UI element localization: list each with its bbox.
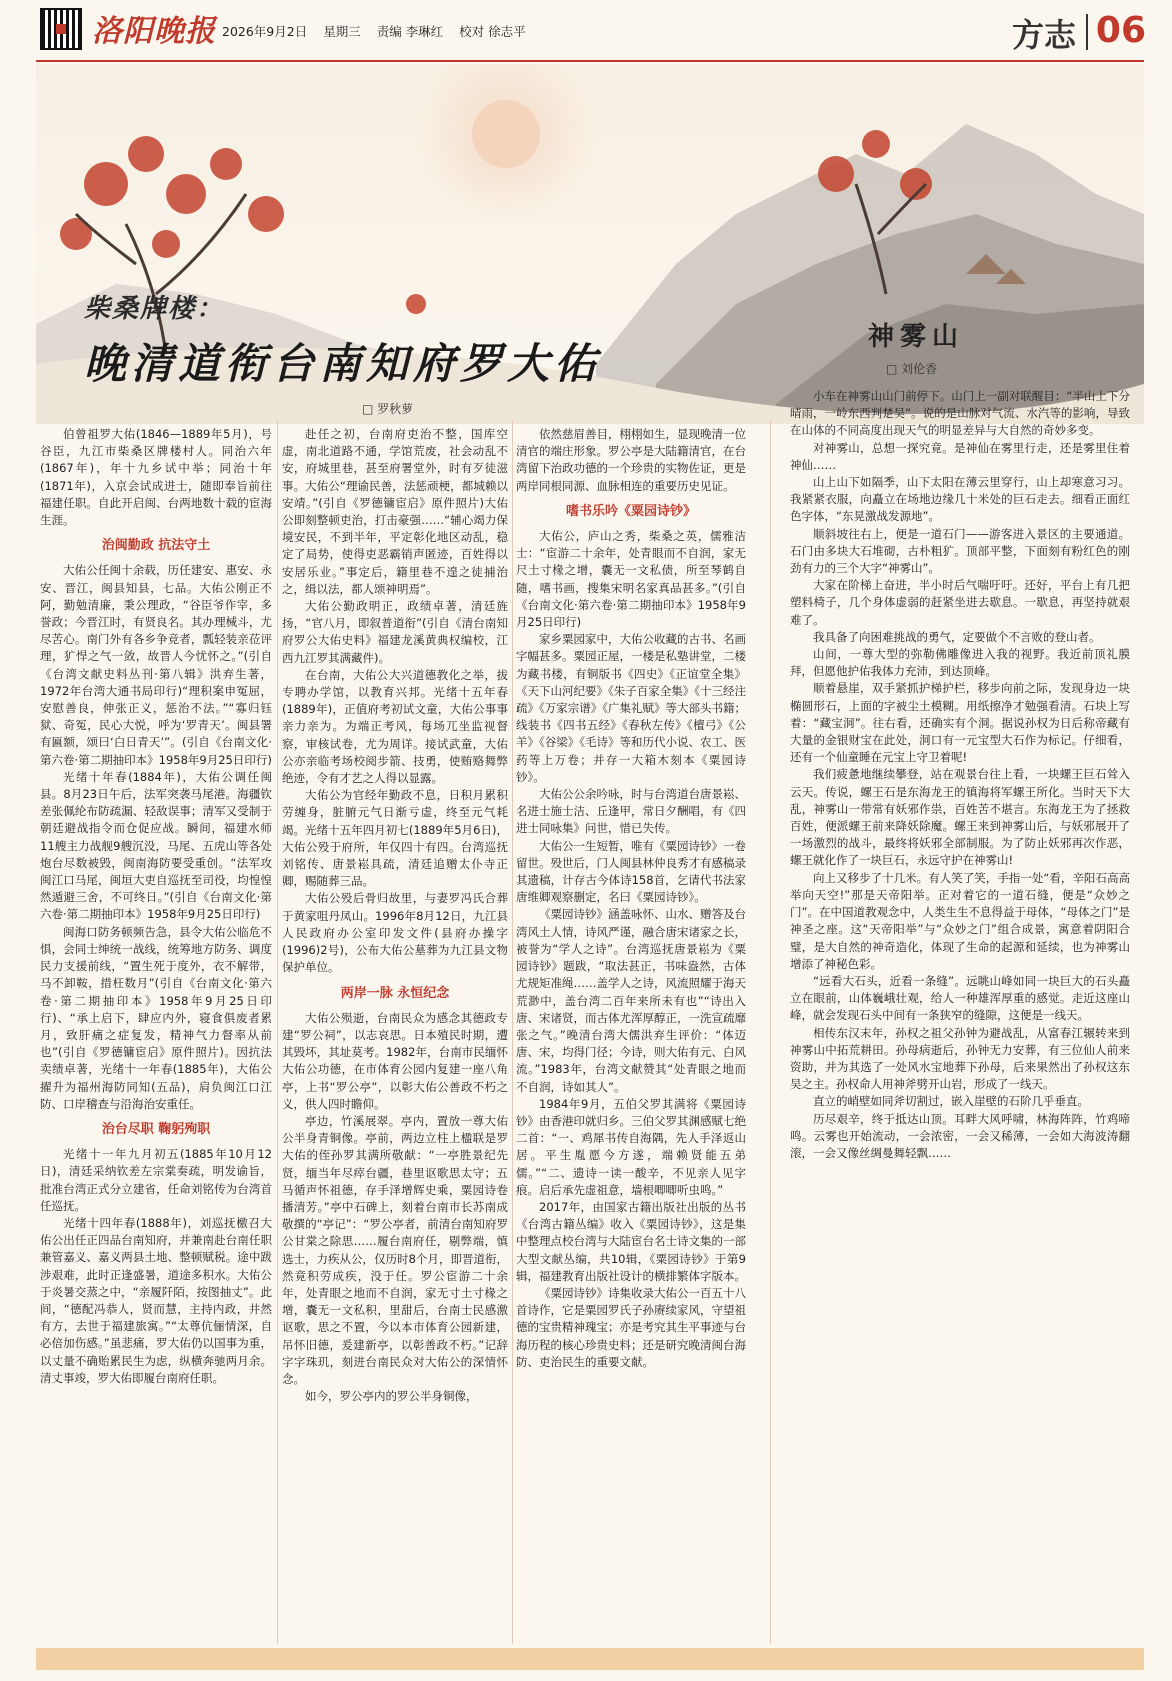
prose-title: 神雾山 xyxy=(868,322,965,352)
proof-credit: 校对 徐志平 xyxy=(459,24,526,39)
issue-meta xyxy=(222,22,538,40)
page-number: 06 xyxy=(1095,10,1146,51)
article-paragraph: 亭边，竹溪展翠。亭内，置放一尊大佑公半身青铜像。亭前，两边立柱上楹联是罗大佑的侄孙罗其满所敬献：“一亭胜景纪先贤，缅当年尽瘁台疆，巷里讴歌思太守；五马循声怀祖德，存手泽增辉史乘，粟园诗卷播清芳。”亭中石碑上，刻着台南市长苏南成敬撰的“亭记”：“罗公亭者，前清台南知府罗公甘棠之除思……履台南府任，剔弊端，慎选士，力疾从公，仅历时8个月，即晋道衔，然竟积劳成疾，没于任。罗公宦游二十余年，处青眼之地而不自润，家无寸土寸椽之增，囊无一文私积，里甜后，台南士民感激讴歌，思之不置，今以本市体育公园新建，吊怀旧德，爰建新亭，以彰善政不朽。”记辞字字珠玑，刻进台南民众对大佑公的深情怀念。 xyxy=(282,1113,508,1386)
article-paragraph: 大佑公殒逝，台南民众为感念其德政专建“罗公祠”，以志哀思。日本殖民时期，遭其毁坏，其址莫考。1982年，台南市民缅怀大佑公功德，在市体育公园内复建一座八角亭，上书“罗公亭”，以彰大佑公善政不朽之义，供人四时瞻仰。 xyxy=(282,1010,508,1111)
article-paragraph: 大佑公，庐山之秀，柴桑之英，儒雅洁士：“宦游二十余年，处青眼而不自润，家无尺土寸椽之增，囊无一文私债，所至琴鹤自随，嗜书画，搜集宋明名家真品甚多。”(引自《台南文化·第六卷·第二期抽印本》1958年9月25日印行) xyxy=(516,529,746,630)
newspaper-logo: 洛阳晚报 xyxy=(92,14,216,49)
section-heading: 治台尽职 鞠躬殉职 xyxy=(101,1121,211,1137)
section-heading: 治闽勤政 抗法守土 xyxy=(101,538,211,554)
prose-paragraph: 向上又移步了十几米。有人笑了笑，手指一处“看，辛阳石高高举向天空!”那是天帝阳举。正对着它的一道石缝，便是“众妙之门”。在中国道教观念中，人类生生不息得益于母体，“母体之门”是神圣之座。这“天帝阳举”与“众妙之门”组合成景，寓意着阴阳合璧，是大自然的神奇造化，体现了生命的起源和延续，也为神雾山增添了神秘色彩。 xyxy=(790,870,1130,971)
article-paragraph: 赴任之初，台南府吏治不整，国库空虚，南北道路不通，学馆荒废，社会动乱不安，府城里巷，甚至府署堂外，时有歹徒滋事。大佑公“理谕民善，法惩顽梗，都城赖以安靖。”(引自《罗德镛宦启》原件照片)大佑公即刻整顿吏治，打击豪强……“辅心竭力保境安民，不到半年，平定彰化地区动乱，稳定了局势，使得吏恶霸销声匿迹，百姓得以安居乐业。”事定后，籍里巷不遑之徒捕治之，缉以法，都人颂神明焉”。 xyxy=(282,427,508,596)
headline-block xyxy=(84,288,601,391)
column-divider xyxy=(512,420,513,1644)
article-paragraph: 1984年9月，五伯父罗其满将《粟园诗钞》由香港印就归乡。三伯父罗其渊感赋七绝二首：“一、鸡犀书传自海隅，先人手泽返山居。平生胤愿今方遂，端赖贤能五弟儒。”“二、遗诗一读一酸辛，不见亲人见字痕。启后承先虚祖意，墙根唧唧听虫鸣。” xyxy=(516,1096,746,1197)
prose-paragraph: 我们疲惫地继续攀登，站在观景台往上看，一块螺王巨石耸入云天。传说，螺王石是东海龙王的镇海将军螺王所化。当时天下大乱，神雾山一带常有妖邪作祟，百姓苦不堪言。东海龙王为了拯救百姓，便派螺王前来降妖除魔。螺王来到神雾山后，与妖邪展开了一场激烈的战斗，最终将妖邪全部制服。为了防止妖邪再次作恶，螺王就化作了一块巨石，永远守护在神雾山! xyxy=(790,767,1130,868)
prose-paragraph: 大家在阶梯上奋进，半小时后气喘吁吁。还好，平台上有几把塑料椅子，几个身体虚弱的赶紧坐进去歇息。一歇息，再坚持就艰难了。 xyxy=(790,578,1130,627)
article-paragraph: 《粟园诗钞》涵盖咏怀、山水、赠答及台湾风土人情，诗风严谨，融合唐宋诸家之长，被誉为“学人之诗”。台湾巡抚唐景崧为《粟园诗钞》题跋，“取法甚正，书味盎然，古体尤规矩准绳……盖学人之诗，风流照耀于海天荒渺中，盖台湾二百年来所未有也”“诗出入唐、宋诸贤，而古体尤浑厚醇正，一洗宣疏靡张之气。”晚清台湾大儒洪弃生评价：“体迈唐、宋，均得门径；今诗，则大佑有元、白风流。”1983年，台湾文献赞其“处青眼之地而不自润，诗如其人”。 xyxy=(516,907,746,1094)
article-title: 晚清道衔台南知府罗大佑 xyxy=(84,339,602,388)
prose-paragraph: 山间，一尊大型的弥勒佛雕像进入我的视野。我近前顶礼膜拜，但愿他护佑我体力充沛，到达顶峰。 xyxy=(790,647,1130,679)
section-name: 方志 xyxy=(1011,16,1076,54)
prose-paragraph: 相传东汉末年，孙权之祖父孙钟为避战乱，从富春江辗转来到神雾山中拓荒耕田。孙母病逝后，孙钟无力安葬，有三位仙人前来资助，并为其选了一处风水宝地葬下孙母，后来果然出了孙权这东吴之主。孙权命人用神斧劈开山岩，形成了一线天。 xyxy=(790,1025,1130,1092)
prose-paragraph: 顺着悬崖，双手紧抓护梯护栏，移步向前之际，发现身边一块椭圆形石，上面的字被尘土模糊。用纸擦净才勉强看清。石块上写着：“藏宝洞”。往右看，还确实有个洞。据说孙权为日后称帝藏有大量的金银财宝在此处，洞口有一元宝型大石作为标记。仔细看，还有一个仙童睡在元宝上守卫着呢! xyxy=(790,681,1130,765)
article-paragraph: 大佑公殁后骨归故里，与妻罗冯氏合葬于黄家咀丹凤山。1996年8月12日，九江县人民政府办公室印发文件(县府办操字(1996)2号)，公布大佑公墓葬为九江县文物保护单位。 xyxy=(282,891,508,975)
section-heading: 嗜书乐吟《粟园诗钞》 xyxy=(565,503,696,519)
article-paragraph: 伯曾祖罗大佑(1846—1889年5月)，号谷臣，九江市柴桑区牌楼村人。同治六年(1867年)，年十九乡试中举；同治十年(1871年)，入京会试成进士，随即奉旨前往福建任职。自此开启闽、台两地数十载的宦海生涯。 xyxy=(40,427,272,528)
article-column-3 xyxy=(516,426,746,1646)
article-paragraph: 光绪十一年九月初五(1885年10月12日)，清廷采纳钦差左宗棠奏疏，明发谕旨，批准台湾正式分立建省，任命刘铭传为台湾首任巡抚。 xyxy=(40,1147,272,1213)
issue-date: 2026年9月2日 xyxy=(222,24,308,39)
article-column-1 xyxy=(40,426,272,1646)
article-byline: □ 罗秋萝 xyxy=(362,402,414,416)
qr-code-icon xyxy=(40,8,82,50)
article-paragraph: 光绪十四年春(1888年)，刘巡抚檄召大佑公出任正四品台南知府，并兼南赴台南任职兼管嘉义、嘉义两县土地、整顿赋税。途中跋涉艰难，此时正逢盛暑，道途多积水。大佑公于炎暑交蒸之中，“亲履阡陌，按图抽丈”。此间，“德配冯恭人，贤而慧，主持内政，井然有方，去世于福建旅寓。”“太尊伉俪情深，自必倍加伤感。”虽悲痛，罗大佑仍以国事为重，以丈量不确贻累民生为虑，纵横奔驰两月余。清丈事竣，罗大佑即履台南府任职。 xyxy=(40,1215,272,1385)
article-paragraph: 光绪十年春(1884年)，大佑公调任闽县。8月23日午后，法军突袭马尾港。海疆钦差张佩纶布防疏漏、轻敌误事；清军又受制于朝廷避战指令而仓促应战。瞬间，福建水师11艘主力战舰9艘沉没，马尾、五虎山等各处炮台尽数被毁，闽南海防要受重创。“法军攻闽江口马尾，闽垣大吏自巡抚至司役，均惶惶然遁避三舍，不可终日。”(引自《台南文化·第六卷·第二期抽印本》1958年9月25日印行) xyxy=(40,769,272,922)
column-divider xyxy=(770,420,771,1644)
masthead xyxy=(0,0,1172,62)
prose-author: □ 刘伦香 xyxy=(886,362,938,376)
article-paragraph: 大佑公一生短暂，唯有《粟园诗钞》一卷留世。殁世后，门人闽县林仲良秀才有感稿录其遗稿，计存古今体诗158首，乞请代书法家唐维卿观察删定，名曰《粟园诗钞》。 xyxy=(516,838,746,905)
article-paragraph: 大佑公任闽十余载，历任建安、惠安、永安、晋江，闽县知县，七品。大佑公刚正不阿，勤勉清廉，秉公理政，“谷臣爷作宰，多誉政；今晋江时，有贤良名。其办理械斗，尤尽苦心。南门外有各乡争竞者，瓢轻装亲莅评理，犷悍之气一敛，故晋人今忧怀之。”(引自《台湾文献史料丛刊·第八辑》洪弃生著，1972年台湾大通书局印行)“理积案申冤屈，安慰善良，伸张正义，惩治不法。”“寡归钰狱、奇冤，民心大悦，呼为‘罗青天’。闽县署有匾额，颂曰‘白日青天’”。(引自《台南文化·第六卷·第二期抽印本》1958年9月25日印行) xyxy=(40,563,272,767)
prose-paragraph: 小车在神雾山山门前停下。山门上一副对联醒目：“半山上下分晴雨，一岭东西判楚吴”。说的是山脉对气流、水汽等的影响，导致在山体的不同高度出现天气的明显差异与大自然的奇妙多变。 xyxy=(790,389,1130,438)
editor-credit: 责编 李琳红 xyxy=(376,24,444,39)
article-paragraph: 大佑公公余吟咏，时与台湾道台唐景崧、名进士施士洁、丘逢甲，常日夕酬唱，有《四进士同咏集》问世，惜已失传。 xyxy=(516,787,746,836)
article-paragraph: 闽海口防务顿频告急，县令大佑公临危不惧，会同士绅统一战线，统筹地方防务、调度民力支援前线，“置生死于度外，衣不解带，马不卸鞍，措枉数月”(引自《台南文化·第六卷·第二期抽印本》1958年9月25日印行)、“承上启下，肆应内外，寝食俱废者累月，致肝痛之症复发，精神气力督率从前也”(引自《罗德镛宦启》原件照片)。因抗法卖绩卓著，光绪十一年春(1885年)，大佑公擢升为福州海防同知(五品)，肩负闽江口江防、口岸稽查与沿海治安重任。 xyxy=(40,924,272,1111)
prose-paragraph: 我具备了向困难挑战的勇气，定要做个不言败的登山者。 xyxy=(813,629,1101,644)
masthead-rule xyxy=(36,60,1144,62)
article-paragraph: 如今，罗公亭内的罗公半身铜像， xyxy=(305,1389,478,1404)
article-paragraph: 2017年，由国家古籍出版社出版的丛书《台湾古籍丛编》收入《粟园诗钞》，这是集中整理点校台湾与大陆宦台名士诗文集的一部大型文献丛编，共10辑，《粟园诗钞》于第9辑，福建教育出版社设计的横排繁体字版本。 xyxy=(516,1199,746,1283)
prose-paragraph: 历尽艰辛，终于抵达山顶。耳畔大风呼啸，林海阵阵，竹鸡啼鸣。云雾也开始流动，一会浓密，一会又稀薄，一会如大海波涛翻滚，一会又像丝绸曼舞轻飘…… xyxy=(790,1111,1130,1160)
prose-paragraph: 直立的峭壁如同斧切割过，嵌入崖壁的石阶几乎垂直。 xyxy=(813,1094,1089,1109)
prose-paragraph: 顺斜坡往右上，便是一道石门——游客进入景区的主要通道。石门由多块大石堆砌，古朴粗犷。顶部平整，下面刻有粉红色的刚劲有力的三个大字“神雾山”。 xyxy=(790,526,1130,576)
article-paragraph: 《粟园诗钞》诗集收录大佑公一百五十八首诗作，它是粟园罗氏子孙赓续家风，守望祖德的宝贵精神瑰宝；亦是考究其生平事迹与台海历程的核心珍贵史料；还是研究晚清闽台海防、吏治民生的重要文献。 xyxy=(516,1285,746,1369)
article-column-2 xyxy=(282,426,508,1646)
prose-paragraph: 山上山下如隔季，山下太阳在薄云里穿行，山上却寒意习习。我紧紧衣服，向矗立在场地边缘几十米处的巨石走去。细看正面红色字体，“东晃激战发源地”。 xyxy=(790,475,1130,524)
footer-banner xyxy=(36,1648,1144,1670)
prose-paragraph: “远看大石头，近看一条缝”。远眺山峰如同一块巨大的石头矗立在眼前，山体巍峨壮观，给人一种雄浑厚重的感觉。走近这座山峰，就会发现石头中间有一条狭窄的缝隙，这便是一线天。 xyxy=(790,973,1130,1023)
prose-column xyxy=(790,388,1130,1628)
article-paragraph: 依然慈眉善目，栩栩如生，显现晚清一位清官的端庄形象。罗公亭是大陆籍清官，在台湾留下治政功德的一个珍贵的实物佐证，更是两岸同根同源、血脉相连的重要历史见证。 xyxy=(516,427,746,493)
article-paragraph: 大佑公为官经年勤政不息，日积月累积劳缠身，脏腑元气日渐亏虚，终至元气耗竭。光绪十五年四月初七(1889年5月6日)，大佑公殁于府所，年仅四十有四。台湾巡抚刘铭传、唐景崧具疏，清廷追赠太仆寺正卿，赐随葬三品。 xyxy=(282,788,508,889)
section-divider xyxy=(1086,14,1088,50)
article-kicker: 柴桑牌楼： xyxy=(84,294,225,324)
article-paragraph: 大佑公勤政明正，政绩卓著，清廷旌扬，“官八月，即叙普道衔”(引自《清台南知府罗公大佑史料》福建龙溪黄典权编校，江西九江罗其满藏件)。 xyxy=(282,599,508,665)
section-heading: 两岸一脉 永恒纪念 xyxy=(340,985,450,1001)
column-divider xyxy=(277,420,278,1644)
issue-weekday: 星期三 xyxy=(323,24,361,39)
article-paragraph: 在台南，大佑公大兴道德教化之举，拔专聘办学馆，以教育兴邦。光绪十五年春(1889年)，正值府考初试文童，大佑公事事亲力亲为。为端正考风，每场兀坐监视督察，审核试卷，尤为周详。接试武童，大佑公亦亲临考场校阅步箭、技勇，使贿赂舞弊绝迹，令有才艺之人得以显露。 xyxy=(282,667,508,786)
article-paragraph: 家乡粟园家中，大佑公收藏的古书、名画字幅甚多。粟园正屋，一楼是私塾讲堂，二楼为藏书楼，有铜版书《四史》《正谊堂全集》《天下山河纪要》《朱子百家全集》《十三经注疏》《万家宗谱》《广集礼赋》等大部头书籍；线装书《四书五经》《春秋左传》《檀弓》《公羊》《谷梁》《毛诗》等和历代小说、农工、医药等上万卷；并存一大箱木刻本《粟园诗钞》。 xyxy=(516,632,746,784)
prose-paragraph: 对神雾山，总想一探究竟。是神仙在雾里行走，还是雾里住着神仙…… xyxy=(790,440,1130,472)
